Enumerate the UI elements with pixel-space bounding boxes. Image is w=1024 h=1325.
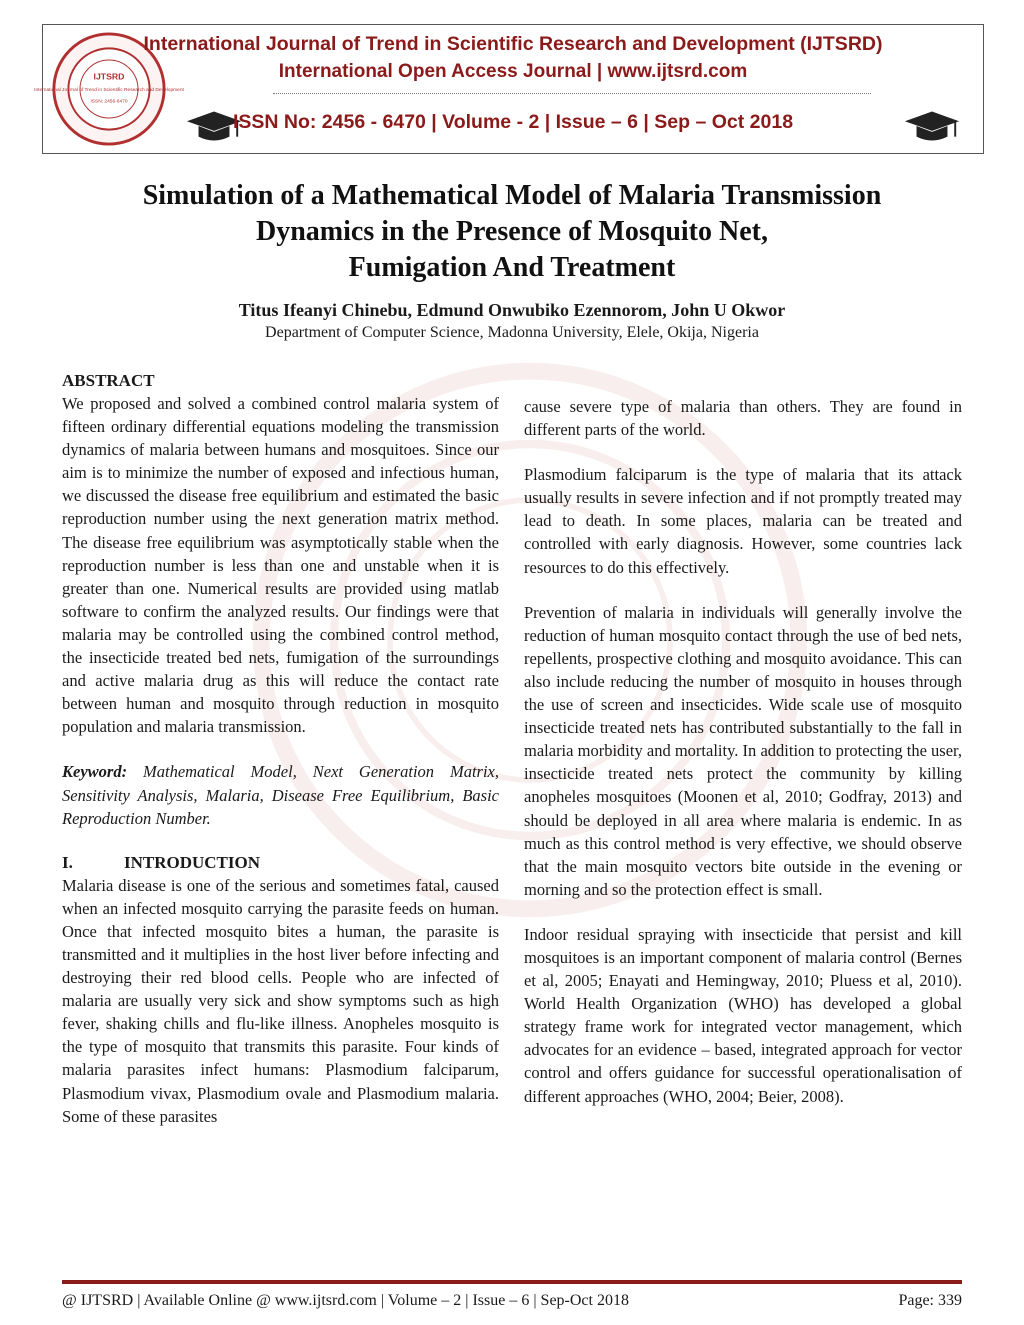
intro-heading [62,852,499,874]
keywords-text: Mathematical Model, Next Generation Matrix, Sensitivity Analysis, Malaria, Disease Free Equilibrium, Basic Reproduction Number. [62,762,499,828]
abstract-heading: ABSTRACT [62,371,155,390]
affiliation: Department of Computer Science, Madonna University, Elele, Okija, Nigeria [265,324,759,341]
left-column [62,370,499,1128]
body-paragraph: Prevention of malaria in individuals will generally involve the reduction of human mosquito contact through the use of bed nets, repellents, prospective clothing and mosquito avoidance. This can also include reducing the number of mosquito in houses through the use of screen and insecticides. Wide scale use of mosquito insecticide treated nets has contributed substantially to the fall in malaria morbidity and mortality. In addition to protecting the user, insecticide treated nets protect the community by killing anopheles mosquitoes (Moonen et al, 2010; Godfray, 2013) and should be deployed in all area where malaria is endemic. In as much as this control method is very effective, we should observe that the main mosquito vectors bite outside in the evening or morning and so the protection effect is small. [524,602,962,899]
section-number: I. [62,852,73,872]
intro-text: Malaria disease is one of the serious and sometimes fatal, caused when an infected mosquito carrying the parasite feeds on human. Once that infected mosquito bites a human, the parasite is transmitted and it multiplies in the host liver before infecting and destroying their red blood cells. People who are infected of malaria are usually very sick and show symptoms such as high fever, shaking chills and flu-like illness. Anopheles mosquito is the type of mosquito that transmits this parasite. Four kinds of malaria parasites infect humans: Plasmodium falciparum, Plasmodium vivax, Plasmodium ovale and Plasmodium malaria. Some of these parasites [62,875,499,1126]
journal-subtitle: International Open Access Journal | www.ijtsrd.com [278,61,748,82]
authors: Titus Ifeanyi Chinebu, Edmund Onwubiko Ezennorom, John U Okwor [238,300,786,320]
page-footer [62,1292,962,1310]
title-line: Simulation of a Mathematical Model of Malaria Transmission [142,180,882,211]
footer-info: @ IJTSRD | Available Online @ www.ijtsrd.com | Volume – 2 | Issue – 6 | Sep-Oct 2018 [62,1292,629,1309]
journal-name: International Journal of Trend in Scientific Research and Development (IJTSRD) [143,33,883,55]
header-divider [273,93,871,94]
section-title: INTRODUCTION [124,852,261,872]
paper-title [60,178,964,286]
title-line: Fumigation And Treatment [348,252,676,283]
keywords [62,760,499,829]
right-column [524,395,962,1108]
issn-volume-line: ISSN No: 2456 - 6470 | Volume - 2 | Issue – 6 | Sep – Oct 2018 [232,111,794,133]
abstract-text: We proposed and solved a combined control malaria system of fifteen ordinary differential equations modeling the transmission dynamics of malaria between humans and mosquitoes. Since our aim is to minimize the number of exposed and infectious human, we discussed the disease free equilibrium and estimated the basic reproduction number using the next generation matrix method. The disease free equilibrium was asymptotically stable when the reproduction number is less than one and unstable when it is greater than one. Numerical results are provided using matlab software to confirm the analyzed results. Our findings were that malaria may be controlled using the combined control method, the insecticide treated bed nets, fumigation of the surroundings and active malaria drug as this will reduce the contact rate between human and mosquito through reduction in mosquito population and malaria transmission. [62,394,499,737]
body-paragraph: Plasmodium falciparum is the type of malaria that its attack usually results in severe infection and if not promptly treated may lead to death. In some places, malaria can be treated and controlled with early diagnosis. However, some countries lack resources to do this effectively. [524,465,962,577]
journal-header [34,24,984,154]
footer-rule [62,1280,962,1284]
page-number: Page: 339 [898,1292,962,1309]
logo-center-text: IJTSRD [93,71,125,82]
keywords-label: Keyword: [62,762,128,782]
body-paragraph: Indoor residual spraying with insecticide that persist and kill mosquitoes is an important component of malaria control (Bernes et al, 2005; Enayati and Hemingway, 2010; Pluess et al, 2010). World Health Organization (WHO) has developed a global strategy frame work for integrated vector management, which advocates for an evidence – based, integrated approach for vector control and offers guidance for successful operationalisation of different approaches (WHO, 2004; Beier, 2008). [524,924,962,1106]
svg-text:International Journal of Trend [34,87,184,93]
title-line: Dynamics in the Presence of Mosquito Net, [256,216,768,247]
body-paragraph: cause severe type of malaria than others. They are found in different parts of the world. [524,397,962,440]
logo-ring-text: International Journal of Trend in Scientific Research and Development [34,87,184,93]
logo-issn-text: ISSN: 2456-6470 [90,99,128,105]
